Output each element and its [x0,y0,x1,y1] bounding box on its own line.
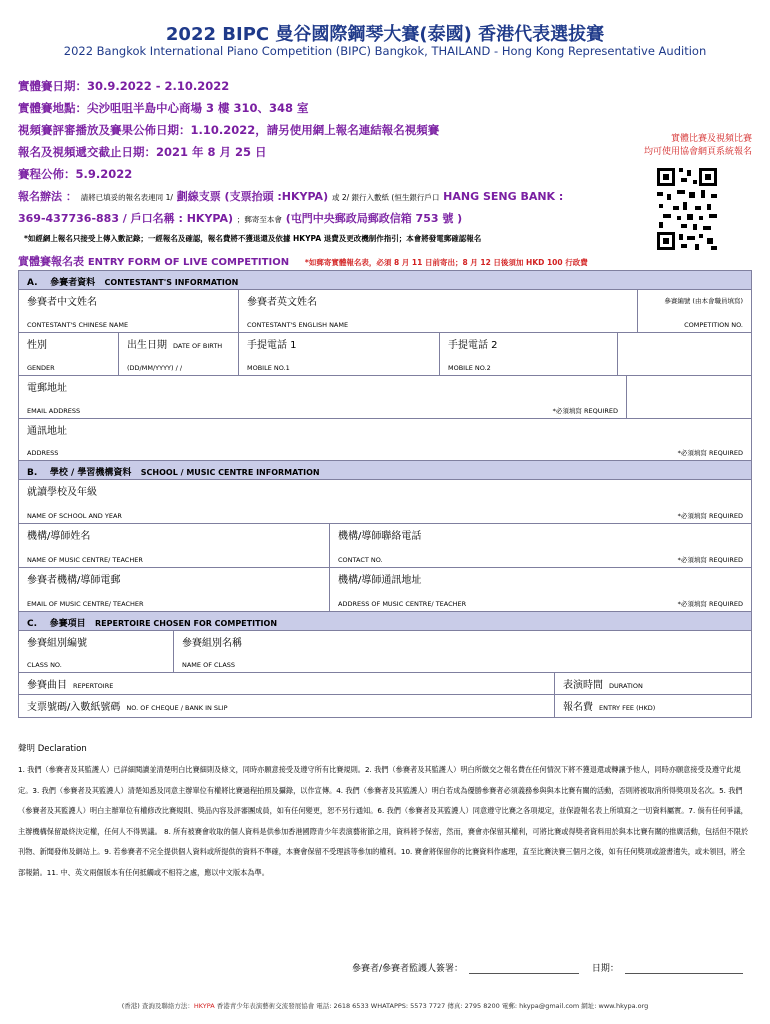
video-result-date: 視頻賽評審播放及賽果公佈日期：1.10.2022，請另使用網上報名連結報名視頻賽 [18,123,440,137]
repertoire-field[interactable]: 參賽曲目 REPERTOIRE [19,673,555,694]
qr-code-icon[interactable] [655,166,719,252]
mail-deadline-warning: *如郵寄實體報名表，必須 8 月 11 日前寄出；8 月 12 日後須加 HKD 100 行政費 [304,258,588,267]
declaration-text: 1. 我們（參賽者及其監護人）已詳細閱讀並清楚明白比賽細則及條文，同時亦願意接受及遵守所有比賽規則。2. 我們（參賽者及其監護人）明白所繳交之報名費在任何情況下將不獲退還或轉讓予他人，同時亦願意接受及遵守此規定。3. 我們（參賽者及其監護人）清楚知悉及同意主辦單位有權將比賽過程拍照及攝錄，以作宣傳。4. 我們（參賽者及其監護人）明白若成為優勝參賽者必須義務參與與本比賽有關的活動，否則將被取消所得獎項及名次。5. 我們（參賽者及其監護人）明白主辦單位有權修改比賽規則、獎品內容及評審團成員，如有任何變更，恕不另行通知。6. 我們（參賽者及其監護人）同意遵守比賽之各項規定，並保證報名表上所填寫之一切資料屬實。7. 倘有任何爭議，主辦機構保留最終決定權，任何人不得異議。 8. 所有被賽會收取的個人資料是供參加香港國際青少年表演藝術節之用，資料將予保密，然而，賽會亦保留其權利，可將比賽或得獎者資料用於與本比賽有關的推廣活動，包括但不限於刊物、新聞發佈及網站上。9. 若參賽者不完全提供個人資料或所提供的資料不準確，本賽會保留不受理該等參加的權利。10. 賽會將保留你的比賽資料作處理，直至比賽決賽三個月之後，如有任何獎項或證書遺失，或未領回，將全部報銷。11. 中、英文兩個版本有任何抵觸或不相符之處，應以中文版本為準。 [18,765,749,877]
gender-field[interactable]: 性別 GENDER [19,333,119,375]
signature-line[interactable] [469,964,579,974]
registration-label: 報名辦法 ： [18,190,77,203]
date-of-birth-field[interactable]: 出生日期 DATE OF BIRTH (DD/MM/YYYY) / / [119,333,239,375]
entry-fee-field[interactable]: 報名費 ENTRY FEE (HKD) [563,702,656,713]
registration-method-line2: 369-437736-883 / 戶口名稱 : HKYPA) ；郵寄至本會 (屯門中央郵政局郵政信箱 753 號 ) [18,212,463,225]
signature-area: 參賽者/參賽者監護人簽署： 日期： [352,961,743,974]
section-a-header: A. 參賽者資料 CONTESTANT'S INFORMATION [19,271,751,290]
cheque-number-field[interactable]: 支票號碼/入數紙號碼 NO. OF CHEQUE / BANK IN SLIP [19,695,555,717]
email-field[interactable]: 電郵地址 EMAIL ADDRESS *必須填寫 REQUIRED [19,376,627,418]
date-line[interactable] [625,964,743,974]
teacher-name-field[interactable]: 機構/導師姓名 NAME OF MUSIC CENTRE/ TEACHER [19,524,330,567]
declaration-title: 聲明 Declaration [18,744,87,754]
teacher-email-field[interactable]: 參賽者機構/導師電郵 EMAIL OF MUSIC CENTRE/ TEACHER [19,568,330,611]
chinese-name-field[interactable]: 參賽者中文姓名 CONTESTANT'S CHINESE NAME [19,290,239,332]
school-field[interactable]: 就讀學校及年級 NAME OF SCHOOL AND YEAR *必須填寫 REQUIRED [27,487,743,520]
mobile-2-field[interactable]: 手提電話 2 MOBILE NO.2 [440,333,618,375]
online-registration-notice: *如經網上報名只接受上傳入數記錄；一經報名及確認，報名費將不獲退還及依據 HKYPA 退費及更改機制作指引；本會將發電郵確認報名 [24,234,482,243]
schedule-announcement: 賽程公佈：5.9.2022 [18,167,133,181]
competition-number-field[interactable]: 參賽編號 (由本會職員填寫) COMPETITION NO. [664,297,743,329]
teacher-address-field[interactable]: 機構/導師通訊地址 ADDRESS OF MUSIC CENTRE/ TEACHER *必須填寫 REQUIRED [338,575,743,608]
entry-form [18,270,752,718]
event-venue: 實體賽地點：尖沙咀咀半島中心商場 3 樓 310、348 室 [18,101,309,115]
page-title: 2022 BIPC 曼谷國際鋼琴大賽(泰國) 香港代表選拔賽 [165,24,605,45]
online-registration-note: 實體比賽及視頻比賽 均可使用協會網頁系統報名 [643,134,752,157]
registration-method: 報名辦法 ： 請將已填妥的報名表連同 1/ 劃線支票 (支票抬頭 :HKYPA) 或 2/ 銀行入數紙 (恒生銀行戶口 HANG SENG BANK : [18,190,564,203]
address-field[interactable]: 通訊地址 ADDRESS *必須填寫 REQUIRED [27,426,743,457]
page-subtitle: 2022 Bangkok International Piano Competition (BIPC) Bangkok, THAILAND - Hong Kong Representative Audition [63,44,707,58]
form-heading: 實體賽報名表 ENTRY FORM OF LIVE COMPETITION *如郵寄實體報名表，必須 8 月 11 日前寄出；8 月 12 日後須加 HKD 100 行政費 [18,255,588,268]
registration-deadline: 報名及視頻遞交截止日期：2021 年 8 月 25 日 [18,145,267,159]
mobile-1-field[interactable]: 手提電話 1 MOBILE NO.1 [239,333,440,375]
class-name-field[interactable]: 參賽組別名稱 NAME OF CLASS [182,638,242,669]
teacher-contact-field[interactable]: 機構/導師聯絡電話 CONTACT NO. *必須填寫 REQUIRED [338,531,743,564]
duration-field[interactable]: 表演時間 DURATION [563,680,643,691]
footer-contact: (香港) 查詢及聯絡方法：HKYPA 香港青少年表演藝術交流發展協會 電話: 2618 6533 WHATAPPS: 5573 7727 傳真: 2795 8200 電郵: hkypa@gmail.com 網址: www.hkypa.org [121,1002,649,1010]
event-date: 實體賽日期：30.9.2022 - 2.10.2022 [18,79,230,93]
class-number-field[interactable]: 參賽組別編號 CLASS NO. [19,631,174,672]
empty-cell [627,376,751,418]
english-name-field[interactable]: 參賽者英文姓名 CONTESTANT'S ENGLISH NAME [239,290,638,332]
section-b-header: B. 學校 / 學習機構資料 SCHOOL / MUSIC CENTRE INFORMATION [19,461,751,480]
section-c-header: C. 參賽項目 REPERTOIRE CHOSEN FOR COMPETITION [19,612,751,631]
empty-cell [618,333,751,375]
